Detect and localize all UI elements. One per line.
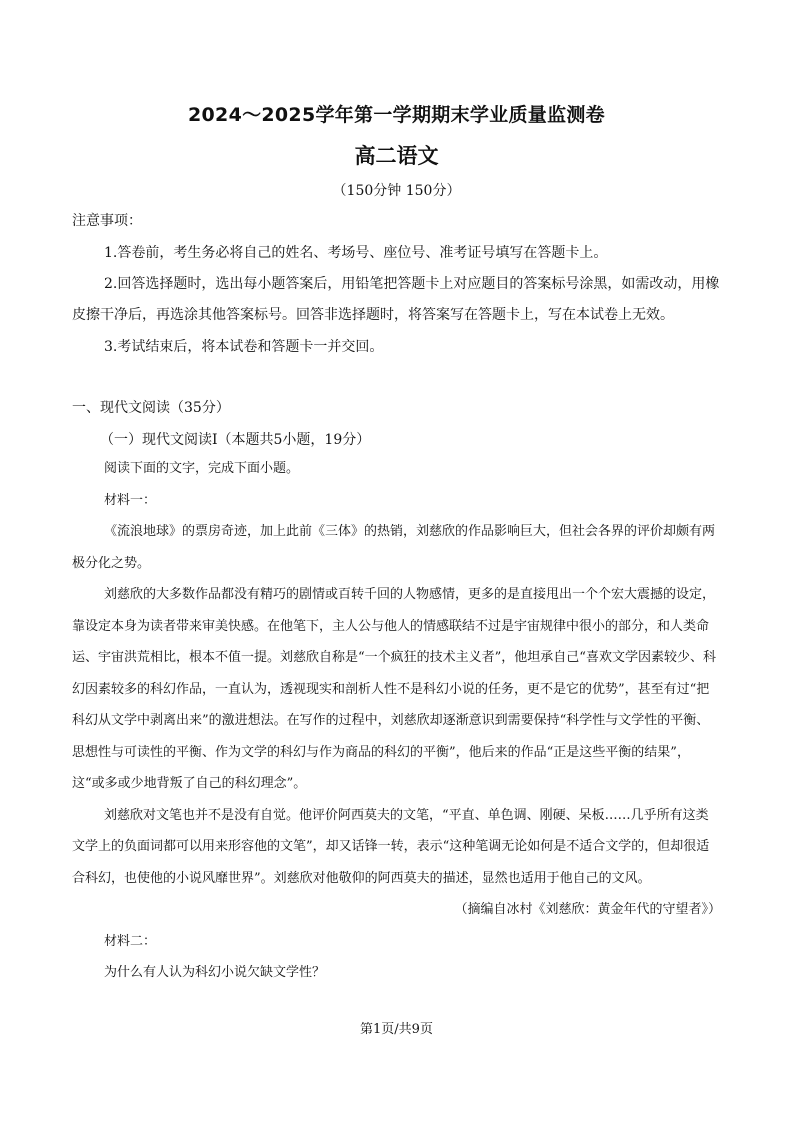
notice-item-3: 3.考试结束后，将本试卷和答题卡一并交回。 — [104, 339, 384, 355]
reading-block — [72, 453, 721, 989]
notice-item-1: 1.答卷前，考生务必将自己的姓名、考场号、座位号、准考证号填写在答题卡上。 — [104, 245, 608, 261]
material1-paragraph: 刘慈欣的大多数作品都没有精巧的剧情或百转千回的人物感情，更多的是直接甩出一个个宏大震撼的设定，靠设定本身为读者带来审美快感。在他笔下，主人公与他人的情感联结不过是宇宙规律中很小的部分，和人类命运、宇宙洪荒相比，根本不值一提。刘慈欣自称是“一个疯狂的技术主义者”，他坦承自己“喜欢文学因素较少、科幻因素较多的科幻作品，一直认为，透视现实和剖析人性不是科幻小说的任务，更不是它的优势”，甚至有过“把科幻从文学中剥离出来”的激进想法。在写作的过程中，刘慈欣却逐渐意识到需要保持“科学性与文学性的平衡、思想性与可读性的平衡、作为文学的科幻与作为商品的科幻的平衡”，他后来的作品“正是这些平衡的结果”，这“或多或少地背叛了自己的科幻理念”。 — [72, 587, 716, 791]
material2-paragraph: 为什么有人认为科幻小说欠缺文学性？ — [104, 965, 326, 980]
reading-instruction: 阅读下面的文字，完成下面小题。 — [104, 461, 300, 476]
notice-block — [72, 205, 721, 363]
notice-heading: 注意事项： — [72, 213, 142, 229]
material1-paragraph: 刘慈欣对文笔也并不是没有自觉。他评价阿西莫夫的文笔，“平直、单色调、刚硬、呆板……几乎所有这类文学上的负面词都可以用来形容他的文笔”，却又话锋一转，表示“这种笔调无论如何是不适合文学的，但却很适合科幻，也使他的小说风靡世界”。刘慈欣对他敬仰的阿西莫夫的描述，显然也适用于他自己的文风。 — [72, 807, 710, 886]
material2-label: 材料二： — [104, 933, 157, 949]
page-number: 第1页/共9页 — [360, 1022, 433, 1037]
material1-paragraph: 《流浪地球》的票房奇迹，加上此前《三体》的热销，刘慈欣的作品影响巨大，但社会各界的评价却颇有两极分化之势。 — [72, 524, 716, 571]
subject-title: 高二语文 — [354, 144, 439, 168]
exam-time: （150分钟 150分） — [332, 183, 461, 199]
material1-source: （摘编自冰村《刘慈欣：黄金年代的守望者》） — [454, 902, 721, 917]
section-title: 一、现代文阅读（35分） — [72, 400, 230, 416]
material1-label: 材料一： — [104, 492, 157, 508]
notice-item-2: 2.回答选择题时，选出每小题答案后，用铅笔把答题卡上对应题目的答案标号涂黑，如需改动，用橡皮擦干净后，再选涂其他答案标号。回答非选择题时，将答案写在答题卡上，写在本试卷上无效。 — [72, 276, 720, 323]
exam-title: 2024～2025学年第一学期期末学业质量监测卷 — [188, 104, 605, 126]
subsection-title: （一）现代文阅读Ⅰ（本题共5小题，19分） — [100, 432, 371, 448]
